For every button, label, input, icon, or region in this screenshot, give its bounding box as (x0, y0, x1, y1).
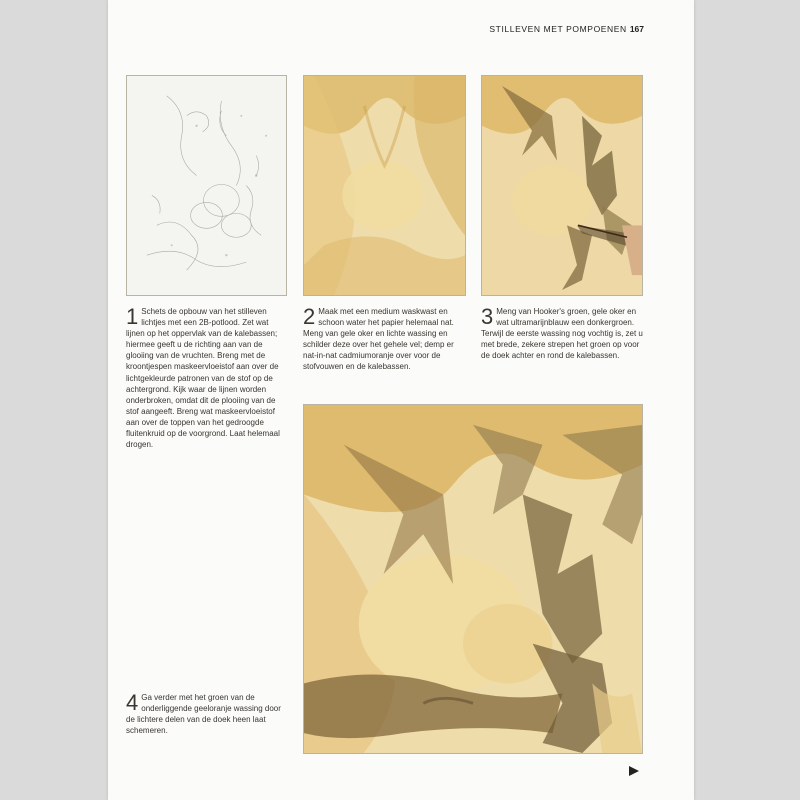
page-number: 167 (629, 24, 644, 34)
step-2 (303, 306, 466, 373)
green-strokes-image (481, 75, 643, 296)
chapter-title: STILLEVEN MET POMPOENEN (489, 24, 627, 34)
step-1-number: 1 (126, 304, 139, 329)
step-4-number: 4 (126, 690, 139, 715)
step-3-number: 3 (481, 304, 494, 329)
next-page-arrow-icon (629, 766, 639, 776)
step-3-text: Meng van Hooker's groen, gele oker en wat ultramarijnblauw een donkergroen. Terwijl de eerste wassing nog vochtig is, zet u met brede, zekere strepen het groen op voor de doek achter en rond de kalebassen. (481, 307, 643, 361)
step-2-text: Maak met een medium waskwast en schoon water het papier helemaal nat. Meng van gele oker en lichte wassing en schilder deze over het gehele vel; demp er nat-in-nat cadmiumoranje over voor de stofvouwen en de kalebassen. (303, 307, 454, 372)
step-1 (126, 306, 286, 450)
first-wash-image (303, 75, 466, 296)
step-2-number: 2 (303, 304, 316, 329)
step-1-text: Schets de opbouw van het stilleven lichtjes met een 2B-potlood. Zet wat lijnen op het oppervlak van de kalebassen; hiermee geeft u de richting aan van de glooiing van de vruchten. Breng met de kroontjespen maskeervloeistof aan over de lichtgekleurde patronen van de stof op de achtergrond. Kijk waar de lijnen worden onderbroken, omdat dit de plooiing van de stof aangeeft. Breng wat maskeervloeistof aan over de toppen van het gedroogde fluitenkruid op de voorgrond. Laat helemaal drogen. (126, 307, 280, 450)
step-3 (481, 306, 643, 361)
step-4-text: Ga verder met het groen van de onderliggende geeloranje wassing door de lichtere delen van de doek heen laat schemeren. (126, 693, 281, 736)
pencil-sketch-image (126, 75, 287, 296)
final-painting-image (303, 404, 643, 754)
step-4 (126, 692, 289, 736)
running-header (480, 24, 644, 34)
